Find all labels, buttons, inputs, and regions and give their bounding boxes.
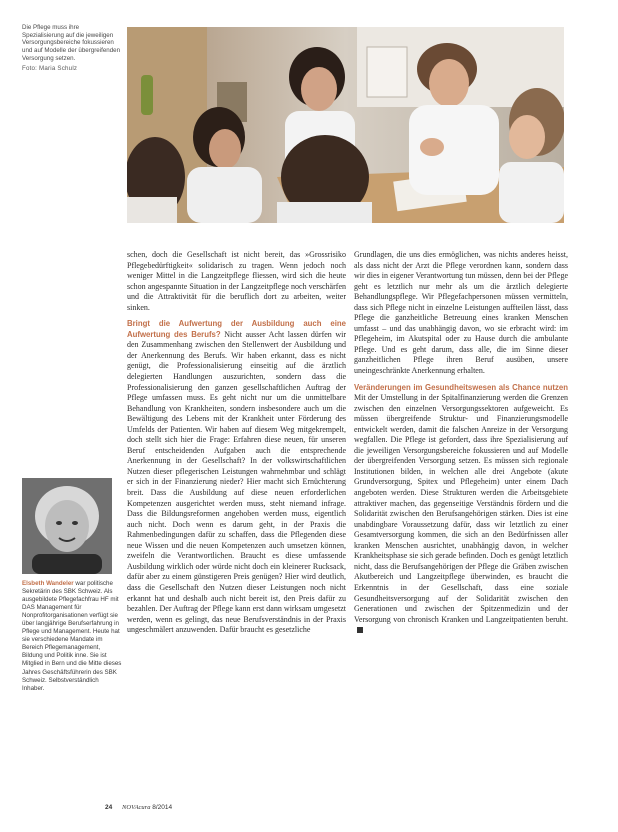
group-photo [127,27,564,223]
column1-intro: schen, doch die Gesellschaft ist nicht bereit, das »Grossrisiko Pflegebedürftigkeit« solidarisch zu tragen. Wenn jedoch noch weniger Mittel in die Langzeitpflege fliessen, wird sich die heute schon angespannte Situation in der Langzeitpflege noch verschärfen und die Attraktivität für die beruflich dort zu arbeiten, weiter sinken. [127,250,346,312]
photo-caption-text: Die Pflege muss ihre Spezialisierung auf die jeweiligen Versorgungsbereiche fokussieren und auf Modelle der übergreifenden Versorgung setzen. [22,24,121,62]
author-portrait-illustration [22,478,112,574]
author-name: Elsbeth Wandeler [22,580,74,587]
column1-section [127,319,346,635]
column1-heading: Bringt die Aufwertung der Ausbildung auch eine Aufwertung des Berufs? [127,319,346,339]
photo-credit: Foto: Maria Schulz [22,64,78,72]
author-bio [22,580,122,693]
author-portrait [22,478,112,574]
page-number: 24 [105,804,113,811]
article-column-2 [354,250,568,638]
column2-section [354,383,568,636]
column1-body: Nicht ausser Acht lassen dürfen wir den Zusammenhang zwischen den Stellenwert der Ausbildung und der Anerkennung des Berufs. Wir haben erkannt, dass es nicht genügt, die Professionalisierung einseitig auf die ärztlich delegierten Handlungen auszurichten, sondern dass die Professionalisierung den ganzen gesellschaftlichen Auftrag der Pflege umfassen muss. Es geht nicht nur um die unmittelbare Behandlung von Krankheiten, sondern insbesondere auch um die Bewältigung des Lebens mit der Krankheit unter Förderung des Umfelds der Patienten. Wir haben auf diesem Weg mitgekrempelt, doch stellt sich hier die Frage: Erfahren diese neuen, für unseren Beruf entscheidenden Aufgaben auch die entsprechende Anerkennung in der Gesellschaft? In der volkswirtschaftlichen Nutzen dieser pflegerischen Leistungen wahrnehmbar und schlägt er sich in der Finanzierung nieder? Hier macht sich Ernüchterung breit. Dass die Ausbildung auf diese neuen erforderlichen Kompetenzen ausgerichtet werden muss, steht niemand infrage. Dass die Bildungsreformen angehoben werden muss, eigentlich auch nicht. Doch wenn es darum geht, in der Praxis die Rahmenbedingungen dafür zu schaffen, dass die Pflegenden diese neue Wissen und die neuen Kompetenzen auch umsetzen können, zweifeln die Verantwortlichen. Braucht es diese umfassende Ausbildung wirklich oder würde nicht doch ein kleinerer Rucksack, dafür aber zu einem günstigeren Preis genügen? Hier wird deutlich, dass die Gesellschaft den Nutzen dieser Leistungen noch nicht erkannt hat und deshalb auch nicht bereit ist, den Preis dafür zu bezahlen. Der Auftrag der Pflege kann erst dann wirksam umgesetzt werden, wenn es gelingt, das neue Berufsverständnis in der Praxis ungeschmälert anzuwenden. Dafür braucht es gesetzliche [127,329,347,635]
end-mark-icon [357,627,363,633]
column2-intro: Grundlagen, die uns dies ermöglichen, was nichts anderes heisst, als dass nicht der Arzt die Pflege verordnen kann, sondern dass wir dies in eigener Verantwortung tun müssen, denn bei der Pflege geht es letztlich nur mehr als um die ärztlich delegierte Behandlungspflege. Wir Pflegefachpersonen müssen vermitteln, dass sich Pflege nicht in einzelne Leistungen auffteilen lässt, dass Pflege die ganzheitliche Betreuung eines kranken Menschen umfasst – und das unabhängig davon, wo sie erbracht wird: im Pflegeheim, im Akutspital oder zu Hause durch die ambulante Pflege. Und es geht darum, dass alle, die im Sinne dieser ganzheitlichen Pflege ihren Beruf ausüben, unsere uneingeschränkte Anerkennung erhalten. [354,250,568,376]
article-column-1 [127,250,346,638]
column2-heading: Veränderungen im Gesundheitswesen als Chance nutzen [354,382,568,392]
author-bio-text: war politische Sekretärin des SBK Schweiz. Als ausgebildete Pflegefachfrau HF mit DAS Management für Nonprofitorganisationen verfügt sie über langjährige Berufserfahrung in Pflege und Management. Heute hat sie verschiedene Mandate im Bereich Pflegemanagement, Bildung und Politik inne. Sie ist Mitglied in Bern und die Mitte dieses Jahres Geschäftsführerin des SBK Schweiz. Selbstverständlich Inhaber. [22,580,122,692]
page-footer [105,804,172,811]
photo-caption [22,24,122,72]
issue-number: 8/2014 [152,804,173,811]
group-photo-illustration [127,27,564,223]
column2-body: Mit der Umstellung in der Spitalfinanzierung werden die Grenzen zwischen den einzelnen Versorgungssektoren aufgeweicht. Es müssen übergreifende Struktur- und Finanzierungsmodelle entwickelt werden, damit die falschen Anreize in der Versorgung wegfallen. Die Pflege ist gefordert, dass ihre Spezialisierung auf die jeweiligen Versorgungsbereiche fokussieren und auf Modelle der übergreifenden Versorgung setzen. Es müssen sich regionale Institutionen bilden, in welchen alle drei Angebote (akute Grundversorgung, Spitex und Pflegeheim) unter einem Dach angeboten werden. Diese Strukturen werden die Arbeitsgebiete attraktiver machen, das gegenseitige Verständnis fördern und die Solidarität zwischen den Berufsangehörigen stärken. Dies ist eine unabdingbare Voraussetzung dafür, dass wir letztlich zu einer Gesamtversorgung kommen, die sich an den Bedürfnissen aller kranken Menschen ausrichtet, unabhängig davon, in welcher Krankheitsphase sie sich gerade befinden. Doch es genügt letztlich nicht, dass die Berufsangehörigen der Pflege die Gräben zwischen Akutbereich und Langzeitpflege überwinden, es braucht die Erkenntnis in der Gesellschaft, dass eine soziale Gesundheitsversorgung auf der Solidarität zwischen den Generationen und zwischen der Spitzenmedizin und der Versorgung von chronisch Kranken und Langzeitpatienten beruht. [354,393,568,624]
magazine-name: NOVAcura [122,804,151,811]
